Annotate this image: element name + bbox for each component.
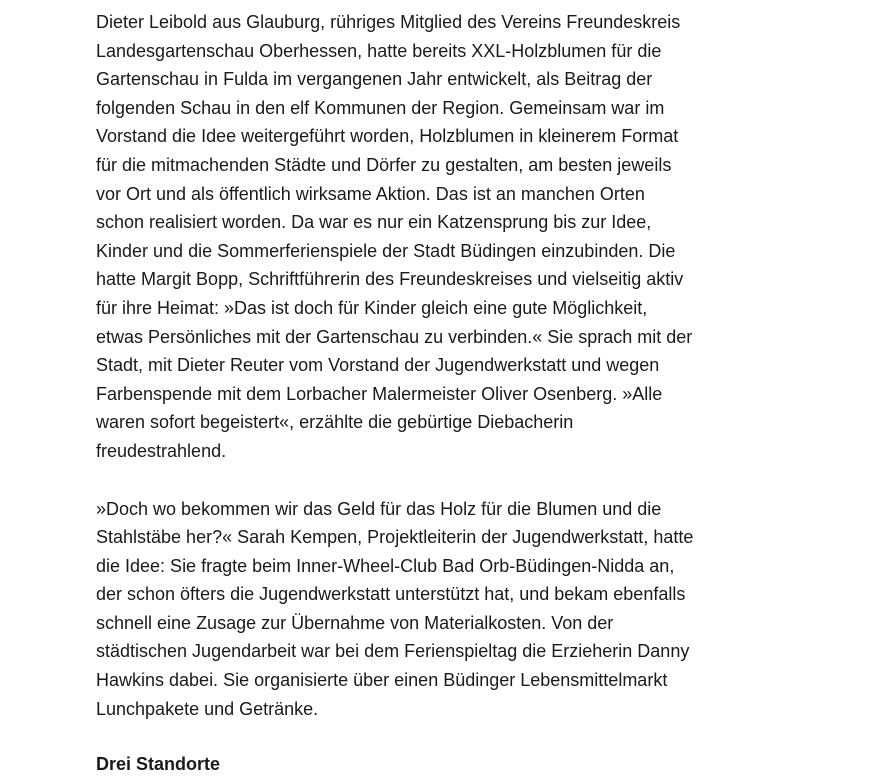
text-line: folgenden Schau in den elf Kommunen der Region. Gemeinsam war im xyxy=(96,97,665,118)
text-line: Kinder und die Sommerferienspiele der Stadt Büdingen einzubinden. Die xyxy=(96,240,676,261)
section-heading: Drei Standorte xyxy=(96,754,221,775)
text-line: »Doch wo bekommen wir das Geld für das Holz für die Blumen und die xyxy=(96,498,662,519)
text-line: Dieter Leibold aus Glauburg, rühriges Mitglied des Vereins Freundeskreis xyxy=(96,12,681,32)
text-line: für die mitmachenden Städte und Dörfer zu gestalten, am besten jeweils xyxy=(96,154,672,175)
text-line: etwas Persönliches mit der Gartenschau zu verbinden.« Sie sprach mit der xyxy=(96,326,693,347)
text-line: Vorstand die Idee weitergeführt worden, Holzblumen in kleinerem Format xyxy=(96,126,679,147)
text-line: der schon öfters die Jugendwerkstatt unterstützt hat, und bekam ebenfalls xyxy=(96,584,686,605)
text-line: Hawkins dabei. Sie organisierte über einen Büdinger Lebensmittelmarkt xyxy=(96,670,668,691)
text-line: waren sofort begeistert«, erzählte die gebürtige Diebacherin xyxy=(96,412,574,433)
text-line: Gartenschau in Fulda im vergangenen Jahr entwickelt, als Beitrag der xyxy=(96,69,653,90)
text-line: freudestrahlend. xyxy=(96,440,227,461)
text-line: die Idee: Sie fragte beim Inner-Wheel-Club Bad Orb-Büdingen-Nidda an, xyxy=(96,555,675,576)
text-line: Lunchpakete und Getränke. xyxy=(96,698,319,719)
text-line: städtischen Jugendarbeit war bei dem Ferienspieltag die Erzieherin Danny xyxy=(96,641,690,662)
paragraph-2 xyxy=(96,495,746,724)
text-line: vor Ort und als öffentlich wirksame Aktion. Das ist an manchen Orten xyxy=(96,183,645,204)
paragraph-1 xyxy=(96,8,746,466)
article-body xyxy=(96,8,746,778)
text-line: Stahlstäbe her?« Sarah Kempen, Projektleiterin der Jugendwerkstatt, hatte xyxy=(96,527,694,548)
text-line: Stadt, mit Dieter Reuter vom Vorstand der Jugendwerkstatt und wegen xyxy=(96,355,660,376)
text-line: Landesgartenschau Oberhessen, hatte bereits XXL-Holzblumen für die xyxy=(96,40,662,61)
text-line: schnell eine Zusage zur Übernahme von Materialkosten. Von der xyxy=(96,612,614,633)
text-line: schon realisiert worden. Da war es nur ein Katzensprung bis zur Idee, xyxy=(96,212,652,233)
text-line: hatte Margit Bopp, Schriftführerin des Freundeskreises und vielseitig aktiv xyxy=(96,269,684,290)
text-line: Farbenspende mit dem Lorbacher Malermeister Oliver Osenberg. »Alle xyxy=(96,383,663,404)
text-line: für ihre Heimat: »Das ist doch für Kinder gleich eine gute Möglichkeit, xyxy=(96,297,648,318)
